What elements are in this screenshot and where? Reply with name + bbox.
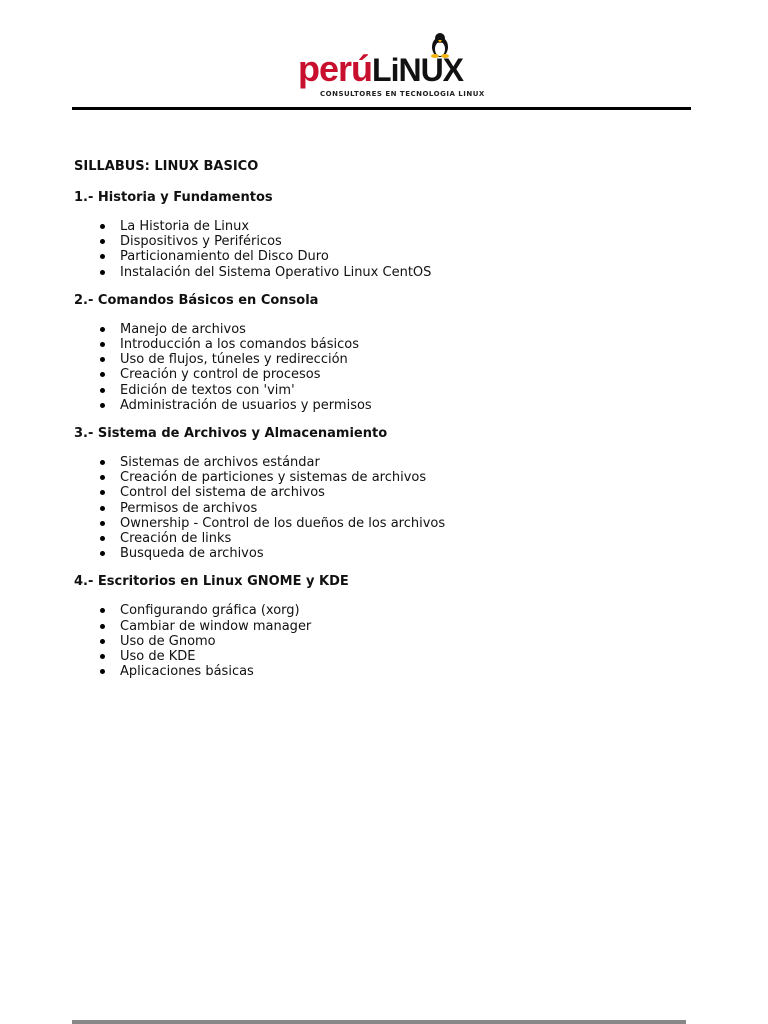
- list-item: Edición de textos con 'vim': [74, 383, 694, 398]
- logo-brand-red: perú: [298, 48, 373, 89]
- section-list: [74, 322, 694, 413]
- list-item: Configurando gráfica (xorg): [74, 603, 694, 618]
- section-heading: 1.- Historia y Fundamentos: [74, 190, 273, 205]
- list-item: Particionamiento del Disco Duro: [74, 249, 694, 264]
- list-item: Ownership - Control de los dueños de los archivos: [74, 516, 694, 531]
- list-item: Creación y control de procesos: [74, 367, 694, 382]
- section-list: [74, 603, 694, 679]
- section-list: [74, 455, 694, 561]
- document-title: SILLABUS: LINUX BASICO: [74, 159, 259, 174]
- footer-bar: [72, 1020, 686, 1024]
- list-item: Uso de Gnomo: [74, 634, 694, 649]
- list-item: Dispositivos y Periféricos: [74, 234, 694, 249]
- list-item: Manejo de archivos: [74, 322, 694, 337]
- section-heading: 4.- Escritorios en Linux GNOME y KDE: [74, 574, 349, 590]
- list-item: Administración de usuarios y permisos: [74, 398, 694, 413]
- header-divider: [72, 107, 691, 110]
- list-item: Aplicaciones básicas: [74, 664, 694, 679]
- section-heading: 2.- Comandos Básicos en Consola: [74, 292, 319, 308]
- syllabus-content: [74, 158, 694, 691]
- list-item: Control del sistema de archivos: [74, 485, 694, 500]
- logo-brand-black: LiNUX: [372, 52, 464, 88]
- list-item: Introducción a los comandos básicos: [74, 337, 694, 352]
- list-item: Creación de particiones y sistemas de archivos: [74, 470, 694, 485]
- list-item: La Historia de Linux: [74, 219, 694, 234]
- list-item: Instalación del Sistema Operativo Linux CentOS: [74, 265, 694, 280]
- logo-tagline: CONSULTORES EN TECNOLOGIA LINUX: [320, 90, 485, 98]
- list-item: Uso de flujos, túneles y redirección: [74, 352, 694, 367]
- perulinux-logo: [296, 30, 485, 102]
- list-item: Creación de links: [74, 531, 694, 546]
- list-item: Permisos de archivos: [74, 501, 694, 516]
- list-item: Cambiar de window manager: [74, 619, 694, 634]
- list-item: Sistemas de archivos estándar: [74, 455, 694, 470]
- list-item: Uso de KDE: [74, 649, 694, 664]
- list-item: Busqueda de archivos: [74, 546, 694, 561]
- section-heading: 3.- Sistema de Archivos y Almacenamiento: [74, 426, 388, 442]
- section-list: [74, 219, 694, 280]
